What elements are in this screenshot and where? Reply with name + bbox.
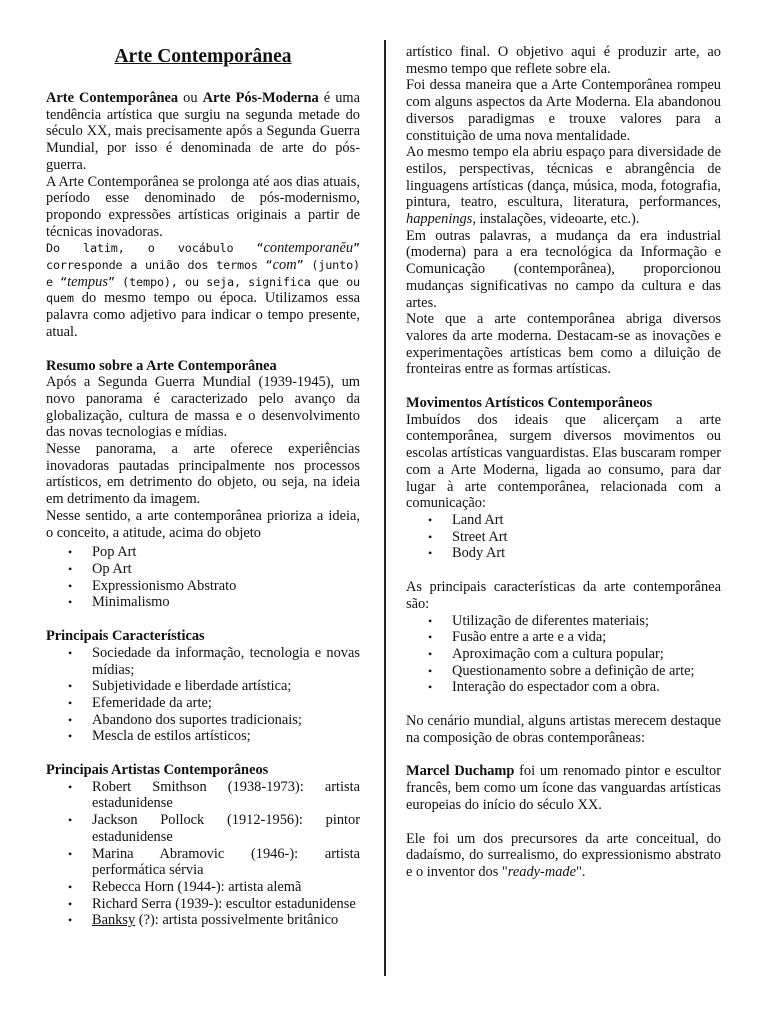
carac-list [406, 613, 721, 697]
intro-or: ou [178, 90, 203, 106]
movements-list [46, 544, 360, 611]
list-item: • Jackson Pollock (1912-1956): pintor estadunidense [46, 812, 360, 845]
list-item: • Op Art [46, 561, 360, 578]
cenario-paragraph: No cenário mundial, alguns artistas merecem destaque na composição de obras contemporâneas: [406, 713, 721, 746]
movimentos-list [406, 512, 721, 562]
duchamp-paragraph [406, 763, 721, 813]
resumo-heading: Resumo sobre a Arte Contemporânea [46, 357, 277, 374]
latin-paragraph [46, 240, 360, 340]
right-paragraph-4: Em outras palavras, a mudança da era industrial (moderna) para a era tecnológica da Informação e Comunicação (contemporânea), proporcionou mudanças significativas no campo da cultura e das artes. [406, 227, 721, 311]
intro-paragraph [46, 90, 360, 174]
list-item: • Questionamento sobre a definição de arte; [406, 663, 721, 680]
latin-e: do mesmo tempo ou época. Utilizamos essa palavra como adjetivo para indicar o tempo presente, atual. [46, 290, 360, 340]
list-item: • Aproximação com a cultura popular; [406, 646, 721, 663]
precursor-b: ". [576, 863, 586, 880]
precursor-a: Ele foi um dos precursores da arte conceitual, do dadaísmo, do surrealismo, do expressionismo abstrato e o inventor dos " [406, 830, 721, 880]
list-item: • Abandono dos suportes tradicionais; [46, 712, 360, 729]
banksy-rest: (?): artista possivelmente britânico [135, 912, 339, 929]
paragraph-pos-modernismo: A Arte Contemporânea se prolonga até aos dias atuais, período esse denominado de pós-modernismo, propondo expressões artísticas originais a partir de técnicas inovadoras. [46, 173, 360, 240]
latin-c: ” (junto) e “ [46, 258, 360, 289]
latin-com: com [272, 257, 297, 274]
list-item: • Sociedade da informação, tecnologia e novas mídias; [46, 645, 360, 678]
intro-rest: é uma tendência artística que surgiu na segunda metade do século XX, mais precisamente após a Segunda Guerra Mundial, por isso é denominada de arte do pós-guerra. [46, 90, 360, 173]
resumo-paragraph-2: Nesse panorama, a arte oferece experiências inovadoras pautadas principalmente nos processos artísticos, em detrimento do objeto, ou seja, na ideia em detrimento da imagem. [46, 441, 360, 508]
list-item: • Subjetividade e liberdade artística; [46, 678, 360, 695]
list-item: • Interação do espectador com a obra. [406, 679, 721, 696]
right-paragraph-1: artístico final. O objetivo aqui é produzir arte, ao mesmo tempo que reflete sobre ela. [406, 44, 721, 77]
right-paragraph-5: Note que a arte contemporânea abriga diversos valores da arte moderna. Destacam-se as inovações e experimentações artísticas bem como a diluição de fronteiras entre as formas artísticas. [406, 311, 721, 378]
artistas-list [46, 779, 360, 929]
list-item: • Marina Abramovic (1946-): artista performática sérvia [46, 846, 360, 879]
list-item: • Pop Art [46, 544, 360, 561]
list-item: • Richard Serra (1939-): escultor estadunidense [46, 896, 360, 913]
list-item: • Body Art [406, 545, 721, 562]
list-item: • Fusão entre a arte e a vida; [406, 629, 721, 646]
caracteristicas-heading: Principais Características [46, 628, 205, 645]
latin-a: Do latim, o vocábulo “ [46, 241, 264, 256]
list-item: • Minimalismo [46, 594, 360, 611]
banksy-link[interactable]: Banksy [92, 912, 136, 929]
list-item: • Utilização de diferentes materiais; [406, 613, 721, 630]
list-item: • Land Art [406, 512, 721, 529]
latin-d: ” (tempo), ou seja, significa que ou quem [46, 274, 360, 306]
carac-intro: As principais características da arte contemporânea são: [406, 579, 721, 612]
resumo-paragraph-1: Após a Segunda Guerra Mundial (1939-1945), um novo panorama é caracterizado pelo avanço da globalização, cultura de massa e o desenvolvimento das novas tecnologias e mídias. [46, 374, 360, 441]
term-arte-pos-moderna: Arte Pós-Moderna [202, 90, 319, 106]
page-title: Arte Contemporânea [114, 46, 292, 67]
caracteristicas-list [46, 645, 360, 745]
list-item: • Efemeridade da arte; [46, 695, 360, 712]
duchamp-name: Marcel Duchamp [406, 763, 515, 780]
p3-happenings: happenings [406, 211, 473, 228]
list-item: • Expressionismo Abstrato [46, 578, 360, 595]
resumo-paragraph-3: Nesse sentido, a arte contemporânea prioriza a ideia, o conceito, a atitude, acima do objeto [46, 507, 360, 541]
latin-word: contemporanĕu [263, 240, 354, 257]
list-item: • Rebecca Horn (1944-): artista alemã [46, 879, 360, 896]
left-column [46, 40, 360, 929]
p3-a: Ao mesmo tempo ela abriu espaço para diversidade de estilos, perspectivas, técnicas e abrangência de linguagens artísticas (dança, música, moda, fotografia, pintura, teatro, escultura, literatura, performances, [406, 144, 721, 211]
precursor-paragraph [406, 831, 721, 881]
latin-tempus: tempus [67, 273, 108, 290]
list-item: • Street Art [406, 529, 721, 546]
duchamp-rest: foi um renomado pintor e escultor francês, bem como um ícone das vanguardas artísticas europeias do início do século XX. [406, 763, 721, 813]
ready-made: ready-made [507, 863, 576, 880]
term-arte-contemporanea: Arte Contemporânea [46, 90, 179, 106]
right-column [406, 44, 721, 881]
artistas-heading: Principais Artistas Contemporâneos [46, 762, 269, 779]
column-divider [384, 40, 386, 976]
movimentos-paragraph: Imbuídos dos ideais que alicerçam a arte contemporânea, surgem diversos movimentos ou escolas artísticas vanguardistas. Elas buscaram romper com a Arte Moderna, ligada ao consumo, para dar lugar à arte contemporânea, relacionada com a comunicação: [406, 411, 721, 512]
list-item: • Mescla de estilos artísticos; [46, 728, 360, 745]
right-paragraph-3 [406, 144, 721, 228]
list-item: • Robert Smithson (1938-1973): artista estadunidense [46, 779, 360, 812]
right-paragraph-2: Foi dessa maneira que a Arte Contemporânea rompeu com alguns aspectos da Arte Moderna. Ela abandonou diversos paradigmas e trouxe valores para a constituição de uma nova mentalidade. [406, 77, 721, 144]
movimentos-heading: Movimentos Artísticos Contemporâneos [406, 395, 653, 412]
p3-b: , instalações, videoarte, etc.). [472, 211, 640, 228]
list-item [46, 912, 360, 929]
latin-b: ” corresponde a união dos termos “ [46, 241, 360, 273]
